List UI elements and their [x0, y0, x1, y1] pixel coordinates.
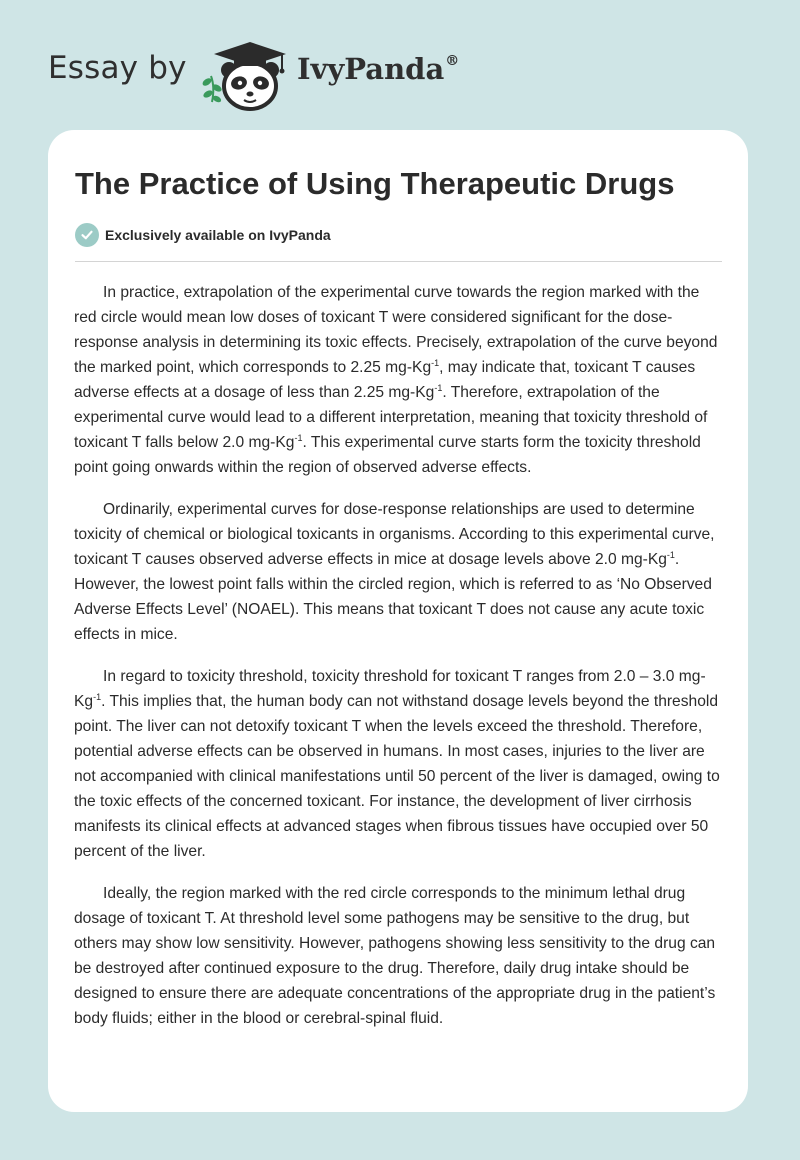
panda-logo-icon[interactable]	[198, 36, 298, 112]
article-body	[74, 280, 726, 1048]
divider	[75, 261, 722, 262]
registered-mark: ®	[445, 53, 460, 69]
exclusive-badge-label: Exclusively available on IvyPanda	[105, 227, 331, 243]
paragraph-4: Ideally, the region marked with the red circle corresponds to the minimum lethal drug dosage of toxicant T. At threshold level some pathogens may be sensitive to the drug, but others may show low sensitivity. However, pathogens showing less sensitivity to the drug can be destroyed after continued exposure to the drug. Therefore, daily drug intake should be designed to ensure there are adequate concentrations of the appropriate drug in the patient’s body fluids; either in the blood or cerebral-spinal fluid.	[74, 885, 716, 1027]
site-header	[0, 0, 800, 130]
exclusive-badge	[75, 223, 331, 247]
brand-name-text: IvyPanda	[297, 52, 445, 86]
article-card	[48, 130, 748, 1112]
page-title: The Practice of Using Therapeutic Drugs	[75, 166, 675, 201]
paragraph-3: In regard to toxicity threshold, toxicity threshold for toxicant T ranges from 2.0 – 3.0 $mg-Kg^{-1}$. This implies that, the human body can not withstand dosage levels beyond the threshold point. The liver can not detoxify toxicant T when the levels exceed the threshold. Therefore, potential adverse effects can be observed in humans. In most cases, injuries to the liver are not accompanied with clinical manifestations until 50 percent of the liver is damaged, owing to the toxic effects of the concerned toxicant. For instance, the development of liver cirrhosis manifests its clinical effects at advanced stages when fibrous tissues have occupied over 50 percent of the liver.	[74, 668, 720, 860]
essay-by-label: Essay by	[48, 50, 187, 86]
paragraph-2: Ordinarily, experimental curves for dose-response relationships are used to determine toxicity of chemical or biological toxicants in organisms. According to this experimental curve, toxicant T causes observed adverse effects in mice at dosage levels above 2.0 $mg-Kg^{-1}$. However, the lowest point falls within the circled region, which is referred to as ‘No Observed Adverse Effects Level’ (NOAEL). This means that toxicant T does not cause any acute toxic effects in mice.	[74, 501, 715, 643]
check-icon	[75, 223, 99, 247]
brand-name[interactable]	[297, 52, 459, 86]
paragraph-1: In practice, extrapolation of the experimental curve towards the region marked with the red circle would mean low doses of toxicant T were considered significant for the dose-response analysis in determining its toxic effects. Precisely, extrapolation of the curve beyond the marked point, which corresponds to 2.25 $mg-Kg^{-1}$, may indicate that, toxicant T causes adverse effects at a dosage of less than 2.25 $mg-Kg^{-1}$. Therefore, extrapolation of the experimental curve would lead to a different interpretation, meaning that toxicity threshold of toxicant T falls below 2.0 $mg-Kg^{-1}$. This experimental curve starts form the toxicity threshold point going onwards within the region of observed adverse effects.	[74, 284, 718, 476]
